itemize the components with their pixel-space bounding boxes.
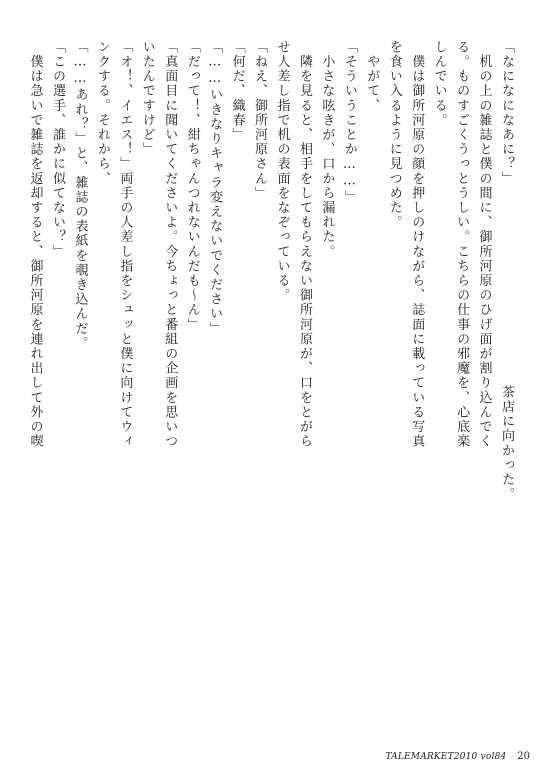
text-column: を食い入るように見つめた。 — [386, 40, 402, 230]
text-column: 小さな呟きが、口から漏れた。 — [319, 40, 335, 259]
text-column: 「オ！、イエス！」両手の人差し指をシュッと僕に向けてウィ — [117, 40, 133, 449]
text-column: る。ものすごくうっとうしい。こちらの仕事の邪魔を、心底楽 — [454, 40, 470, 449]
text-column: 「ねえ、御所河原さん」 — [252, 40, 268, 201]
text-column: ンクする。それから、 — [94, 40, 110, 186]
text-column: 「……あれ？」と、雑誌の表紙を覗き込んだ。 — [72, 40, 88, 351]
text-column: 僕は御所河原の顔を押しのけながら、誌面に載っている写真 — [409, 40, 425, 449]
text-column: 「そういうことか……」 — [341, 40, 357, 205]
text-column: 机の上の雑誌と僕の間に、御所河原のひげ面が割り込んでく — [476, 40, 492, 449]
text-column: 「真面目に聞いてくださいよ。今ちょっと番組の企画を思いつ — [162, 40, 178, 449]
text-column: 「なになになあに？」 — [499, 40, 514, 186]
text-column: せ人差し指で机の表面をなぞっている。 — [274, 40, 290, 303]
text-column: いたんですけど」 — [139, 40, 155, 157]
text-column: しんでいる。 — [431, 40, 447, 128]
text-column: 「何だ、織春」 — [229, 40, 245, 143]
magazine-name: TALEMARKET2010 vol84 — [385, 752, 507, 762]
text-column: 茶店に向かった。 — [499, 385, 514, 502]
text-column: 「この選手、誰かに似てない？」 — [50, 40, 65, 259]
text-column: 「……いきなりキャラ変えないでください」 — [207, 40, 223, 336]
text-column: やがて、 — [364, 40, 380, 113]
text-column: 隣を見ると、相手をしてもらえない御所河原が、口をとがら — [296, 40, 312, 449]
page-footer — [385, 751, 530, 762]
text-column: 「だって！、紺ちゃんつれないんだも～ん」 — [184, 40, 200, 332]
page-number: 20 — [517, 751, 530, 762]
text-column: 僕は急いで雑誌を返却すると、御所河原を連れ出して外の喫 — [27, 40, 43, 449]
